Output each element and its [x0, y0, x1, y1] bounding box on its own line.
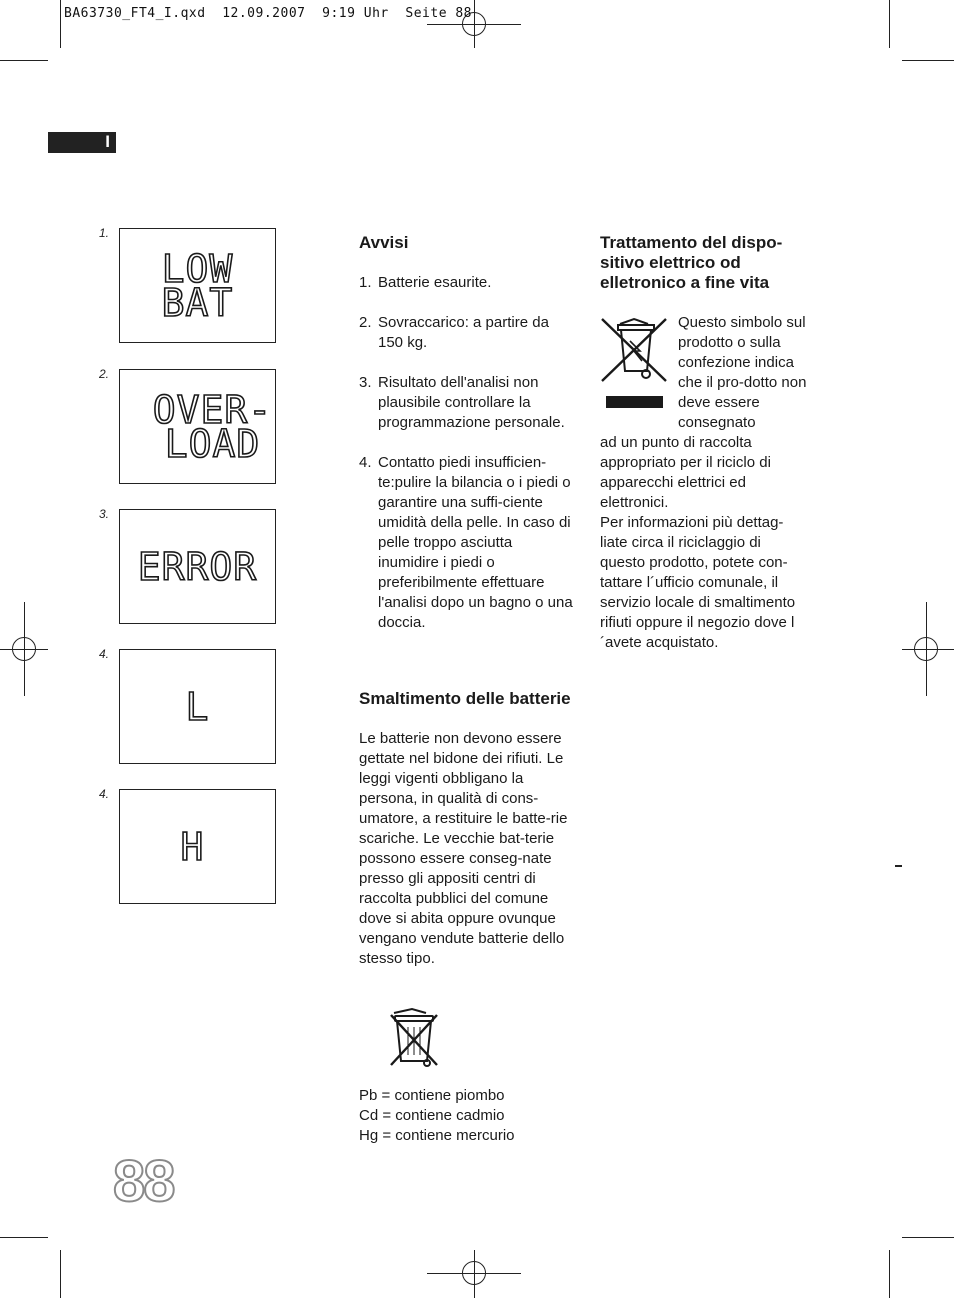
- crop-mark: [60, 1250, 61, 1298]
- crop-mark: [60, 0, 61, 48]
- legend-hg: Hg = contiene mercurio: [359, 1127, 515, 1144]
- legend-cd: Cd = contiene cadmio: [359, 1107, 505, 1124]
- crop-mark: [0, 1237, 48, 1238]
- crop-mark: [902, 60, 954, 61]
- lcd-display-overload: [119, 369, 276, 484]
- figure-number: 4.: [99, 787, 110, 801]
- lcd-text: LOW BAT: [161, 246, 234, 325]
- list-item: 2. Sovraccarico: a partire da 150 kg.: [359, 314, 549, 351]
- warnings-heading: Avvisi: [359, 233, 409, 252]
- crop-mark: [889, 0, 890, 48]
- lcd-text: L: [185, 684, 210, 729]
- file-slug: BA63730_FT4_I.qxd 12.09.2007 9:19 Uhr Seite 88: [64, 6, 473, 21]
- registration-mark: [12, 637, 36, 661]
- crossed-bin-battery-icon: [388, 1005, 442, 1071]
- figure-number: 3.: [99, 507, 110, 521]
- crop-mark: [902, 1237, 954, 1238]
- warnings-section: [359, 233, 574, 653]
- figure-number: 1.: [99, 226, 110, 240]
- list-item: 3. Risultato dell'analisi non plausibile controllare la programmazione personale.: [359, 374, 565, 431]
- lcd-text: OVER- LOAD: [152, 387, 273, 466]
- batteries-text: Le batterie non devono essere gettate nel bidone dei rifiuti. Le leggi vigenti obbligano la persona, in qualità di cons-umatore, a restituire le batte-rie scariche. Le vecchie bat-terie possono essere conseg-nate presso gli appositi centri di raccolta pubblici del comune dove si abita oppure ovunque vengano vendute batterie dello stesso tipo.: [359, 730, 568, 967]
- list-item: 4. Contatto piedi insufficien-te:pulire la bilancia o i piedi o garantire una suffi-ciente umidità della pelle. In caso di pelle troppo asciutta inumidire i piedi o preferibilmente effettuare l'analisi dopo un bagno o una doccia.: [359, 454, 573, 631]
- weee-text-wrapped: Questo simbolo sul prodotto o sulla confezione indica che il pro-dotto non deve essere consegnato: [678, 314, 807, 431]
- lcd-display-l: [119, 649, 276, 764]
- registration-mark: [462, 1261, 486, 1285]
- batteries-heading: Smaltimento delle batterie: [359, 689, 571, 708]
- batteries-section: [359, 689, 571, 969]
- crop-mark: [889, 1250, 890, 1298]
- registration-mark: [914, 637, 938, 661]
- crop-mark: [0, 60, 48, 61]
- list-item: 1. Batterie esaurite.: [359, 274, 492, 291]
- side-dash: [895, 865, 902, 867]
- lcd-display-low-bat: [119, 228, 276, 343]
- weee-text: ad un punto di raccolta appropriato per il riciclo di apparecchi elettrici ed elettronici.: [600, 434, 771, 511]
- weee-more-info: Per informazioni più dettag-liate circa il riciclaggio di questo prodotto, potete con-tattare l´ufficio comunale, il servizio locale di smaltimento rifiuti oppure il negozio dove l´avete acquistato.: [600, 514, 796, 651]
- page-number: 88: [113, 1149, 174, 1214]
- crossed-bin-weee-icon: [600, 315, 668, 411]
- figure-number: 2.: [99, 367, 110, 381]
- lcd-text: H: [180, 824, 205, 869]
- language-tab: [48, 132, 116, 153]
- warnings-list: [359, 273, 574, 633]
- weee-section: [600, 233, 810, 653]
- lcd-display-h: [119, 789, 276, 904]
- battery-legend: [359, 1086, 579, 1146]
- legend-pb: Pb = contiene piombo: [359, 1087, 505, 1104]
- weee-heading: Trattamento del dispo-sitivo elettrico od elletronico a fine vita: [600, 233, 783, 292]
- weee-symbol-block: [600, 313, 810, 433]
- language-tab-label: I: [105, 132, 110, 151]
- lcd-text: ERROR: [137, 544, 258, 589]
- lcd-display-error: [119, 509, 276, 624]
- figure-number: 4.: [99, 647, 110, 661]
